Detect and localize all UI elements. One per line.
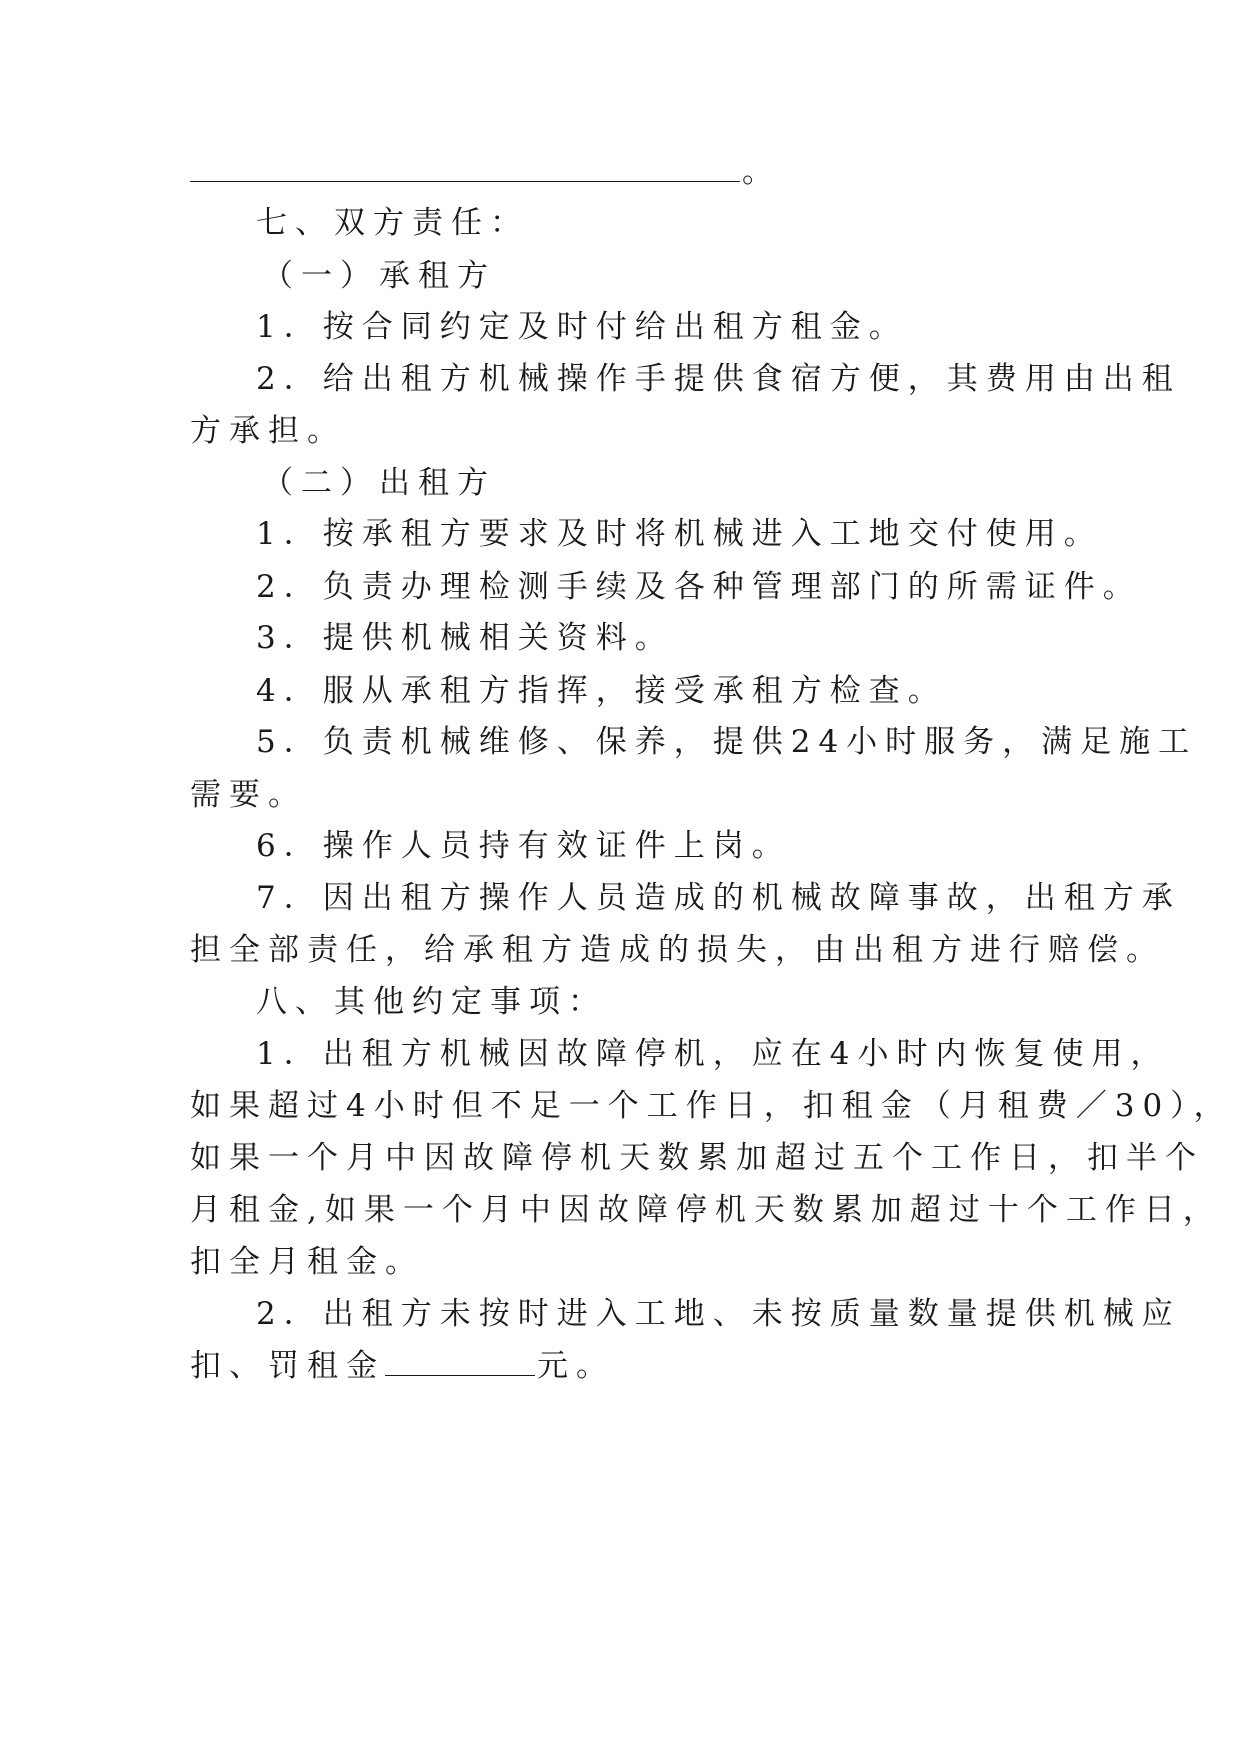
penalty-label: 扣、罚租金: [190, 1348, 385, 1384]
lessor-item-4: 4．服从承租方指挥，接受承租方检查。: [256, 673, 947, 709]
other-item-1-line4: 月租金,如果一个月中因故障停机天数累加超过十个工作日，: [190, 1192, 1222, 1228]
fill-in-blank[interactable]: [190, 153, 740, 182]
penalty-amount-blank[interactable]: [385, 1347, 535, 1376]
lessor-item-5-line2: 需要。: [190, 777, 307, 813]
blank-fill-line: [190, 152, 1070, 192]
lessor-item-2: 2．负责办理检测手续及各种管理部门的所需证件。: [256, 569, 1142, 605]
subsection-lessor-title: （二）出租方: [262, 465, 496, 501]
period: 。: [742, 154, 781, 190]
lessor-item-7-line1: 7．因出租方操作人员造成的机械故障事故，出租方承: [256, 880, 1181, 916]
currency-unit: 元。: [537, 1348, 615, 1384]
other-item-1-line3: 如果一个月中因故障停机天数累加超过五个工作日，扣半个: [190, 1140, 1204, 1176]
other-item-2-line1: 2．出租方未按时进入工地、未按质量数量提供机械应: [256, 1296, 1181, 1332]
other-item-1-line1: 1．出租方机械因故障停机，应在4小时内恢复使用，: [256, 1036, 1170, 1072]
section-8-title: 八、其他约定事项：: [256, 984, 607, 1020]
lessor-item-6: 6．操作人员持有效证件上岗。: [256, 828, 791, 864]
section-7-title: 七、双方责任：: [256, 205, 529, 241]
lessor-item-5-line1: 5．负责机械维修、保养，提供24小时服务，满足施工: [256, 724, 1198, 760]
lessor-item-1: 1．按承租方要求及时将机械进入工地交付使用。: [256, 516, 1103, 552]
other-item-1-line5: 扣全月租金。: [190, 1244, 424, 1280]
tenant-item-1: 1．按合同约定及时付给出租方租金。: [256, 309, 908, 345]
other-item-2-line2: [190, 1346, 1070, 1386]
tenant-item-2-line2: 方承担。: [190, 413, 346, 449]
lessor-item-7-line2: 担全部责任，给承租方造成的损失，由出租方进行赔偿。: [190, 932, 1165, 968]
other-item-1-line2: 如果超过4小时但不足一个工作日，扣租金（月租费／30），: [190, 1088, 1233, 1124]
lessor-item-3: 3．提供机械相关资料。: [256, 620, 674, 656]
tenant-item-2-line1: 2．给出租方机械操作手提供食宿方便，其费用由出租: [256, 361, 1181, 397]
subsection-tenant-title: （一）承租方: [262, 258, 496, 294]
